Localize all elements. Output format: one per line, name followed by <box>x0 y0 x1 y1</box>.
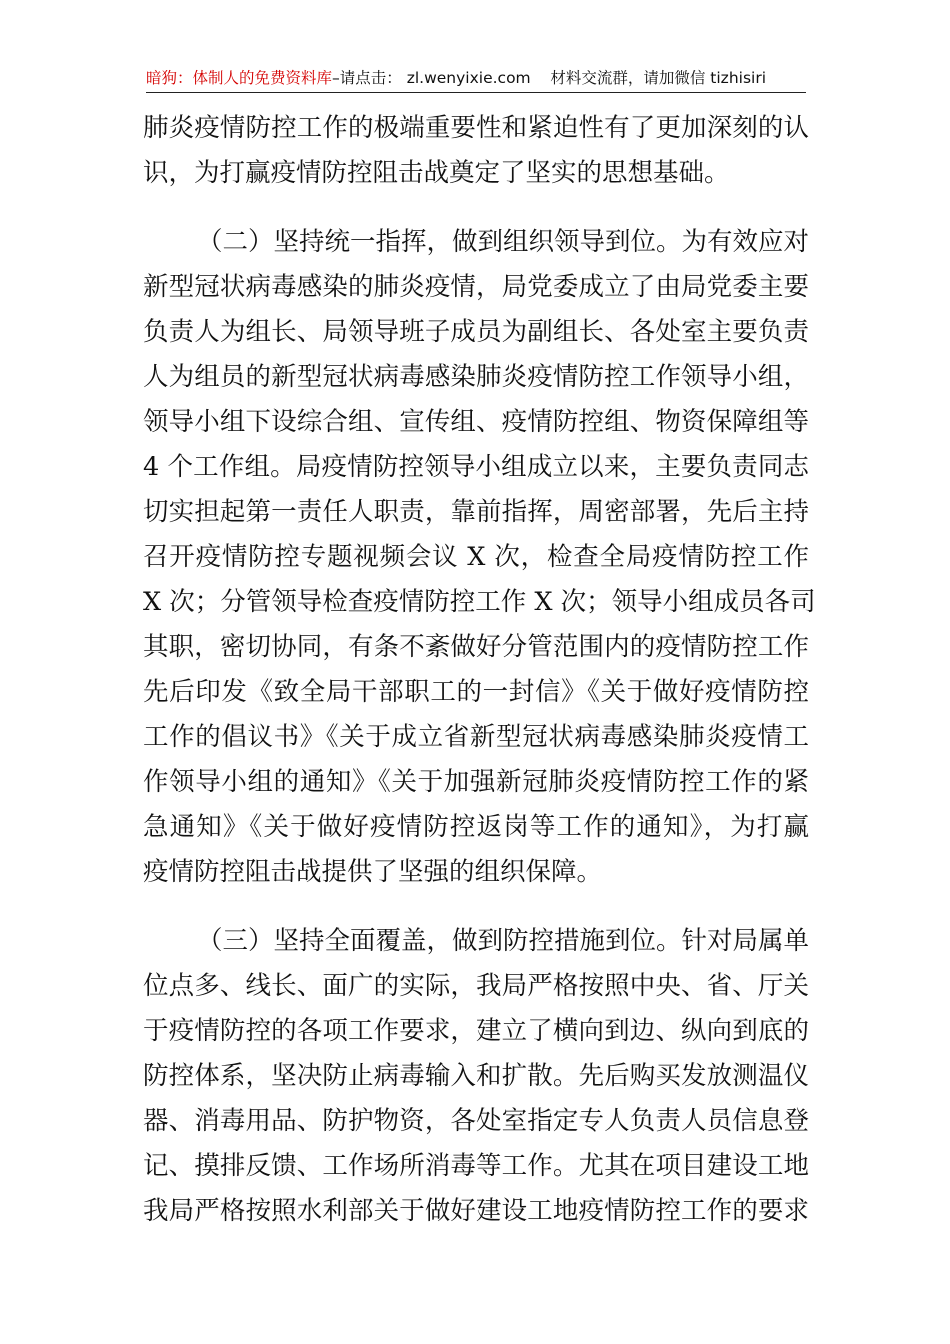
text-line: 负责人为组长、局领导班子成员为副组长、各处室主要负责 <box>143 317 809 347</box>
document-body <box>143 106 816 1234</box>
text-line: 于疫情防控的各项工作要求，建立了横向到边、纵向到底的 <box>143 1016 809 1046</box>
text-line: 领导小组下设综合组、宣传组、疫情防控组、物资保障组等 <box>143 407 809 437</box>
header-url-link[interactable]: zl.wenyixie.com <box>406 69 531 87</box>
text-line: 位点多、线长、面广的实际，我局严格按照中央、省、厅关 <box>143 971 809 1001</box>
paragraph-3 <box>143 919 809 1234</box>
text-line: 器、消毒用品、防护物资，各处室指定专人负责人员信息登 <box>143 1106 809 1136</box>
text-line: 4 个工作组。局疫情防控领导小组成立以来，主要负责同志 <box>143 452 809 482</box>
text-line: （二）坚持统一指挥，做到组织领导到位。为有效应对 <box>197 227 810 257</box>
text-line: 其职，密切协同，有条不紊做好分管范围内的疫情防控工作 <box>143 632 809 662</box>
text-line: （三）坚持全面覆盖，做到防控措施到位。针对局属单 <box>197 926 810 956</box>
page-header <box>146 64 806 93</box>
text-line: 工作的倡议书》《关于成立省新型冠状病毒感染肺炎疫情工 <box>143 722 809 752</box>
text-line: 作领导小组的通知》《关于加强新冠肺炎疫情防控工作的紧 <box>143 767 809 797</box>
text-line: 防控体系，坚决防止病毒输入和扩散。先后购买发放测温仪 <box>143 1061 809 1091</box>
paragraph-1 <box>143 106 809 196</box>
header-group-info: 材料交流群，请加微信 tizhisiri <box>550 69 767 87</box>
text-line: 急通知》《关于做好疫情防控返岗等工作的通知》，为打赢 <box>143 812 809 842</box>
text-line: 人为组员的新型冠状病毒感染肺炎疫情防控工作领导小组， <box>143 362 809 392</box>
text-line: 识，为打赢疫情防控阻击战奠定了坚实的思想基础。 <box>143 158 730 188</box>
paragraph-spacer <box>143 895 809 919</box>
header-site-name: 暗狗：体制人的免费资料库 <box>146 69 333 87</box>
text-line: 先后印发《致全局干部职工的一封信》《关于做好疫情防控 <box>143 677 809 707</box>
text-line: X 次；分管领导检查疫情防控工作 X 次；领导小组成员各司 <box>143 587 816 617</box>
text-line: 我局严格按照水利部关于做好建设工地疫情防控工作的要求 <box>143 1196 809 1226</box>
text-line: 新型冠状病毒感染的肺炎疫情，局党委成立了由局党委主要 <box>143 272 809 302</box>
text-line: 召开疫情防控专题视频会议 X 次，检查全局疫情防控工作 <box>143 542 809 572</box>
header-prompt: –请点击： <box>332 69 402 87</box>
paragraph-2 <box>143 220 816 895</box>
text-line: 切实担起第一责任人职责，靠前指挥，周密部署，先后主持 <box>143 497 809 527</box>
text-line: 记、摸排反馈、工作场所消毒等工作。尤其在项目建设工地 <box>143 1151 809 1181</box>
text-line: 疫情防控阻击战提供了坚强的组织保障。 <box>143 857 603 887</box>
paragraph-spacer <box>143 196 809 220</box>
text-line: 肺炎疫情防控工作的极端重要性和紧迫性有了更加深刻的认 <box>143 113 809 143</box>
